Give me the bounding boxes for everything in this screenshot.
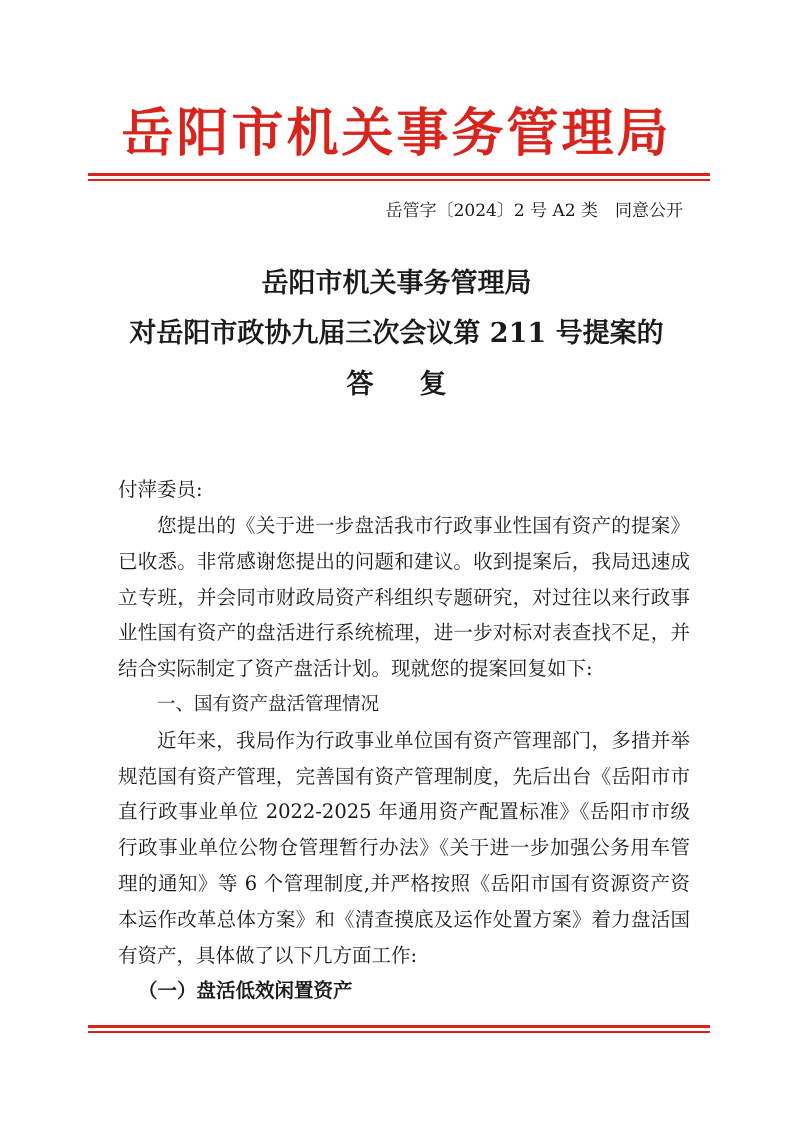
document-number: 岳管字〔2024〕2 号 A2 类 同意公开 <box>385 201 683 221</box>
header-red-rule-thick <box>88 173 710 176</box>
paragraph-section-1: 近年来，我局作为行政事业单位国有资产管理部门，多措并举规范国有资产管理，完善国有资产管理制度，先后出台《岳阳市市直行政事业单位 2022-2025 年通用资产配置标准》《岳阳市市级行政事业单位公物仓管理暂行办法》《关于进一步加强公务用车管理的通知》等 6 个管理制度,并严格按照《岳阳市国有资源资产资本运作改革总体方案》和《清查摸底及运作处置方案》着力盘活国有资产，具体做了以下几方面工作: <box>118 728 690 967</box>
title-line-3: 答复 <box>346 369 493 400</box>
title-line-1: 岳阳市机关事务管理局 <box>261 268 532 299</box>
subsection-heading-1: （一）盘活低效闲置资产 <box>138 979 353 1003</box>
document-body <box>118 508 690 1009</box>
header-red-rule-thin <box>88 179 710 181</box>
footer-red-rule-thick <box>88 1025 710 1028</box>
section-heading-1: 一、国有资产盘活管理情况 <box>157 693 380 715</box>
salutation: 付萍委员: <box>118 478 203 501</box>
title-line-2: 对岳阳市政协九届三次会议第 211 号提案的 <box>129 318 664 349</box>
agency-name-header: 岳阳市机关事务管理局 <box>121 103 672 164</box>
paragraph-intro: 您提出的《关于进一步盘活我市行政事业性国有资产的提案》已收悉。非常感谢您提出的问题和建议。收到提案后，我局迅速成立专班，并会同市财政局资产科组织专题研究，对过往以来行政事业性国有资产的盘活进行系统梳理，进一步对标对表查找不足，并结合实际制定了资产盘活计划。现就您的提案回复如下: <box>118 514 690 681</box>
footer-red-rule-thin <box>88 1031 710 1033</box>
